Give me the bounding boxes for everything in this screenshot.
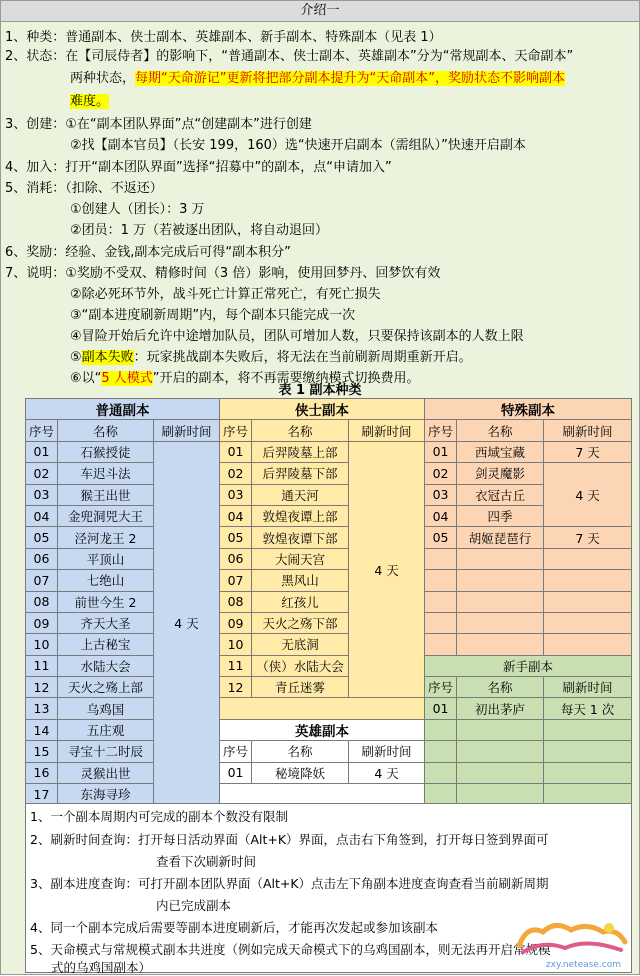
table-row	[26, 441, 632, 462]
table-row	[26, 591, 632, 612]
normal-name: 齐天大圣	[58, 612, 154, 633]
five-mode-highlight: 5 人模式	[101, 371, 153, 386]
normal-no: 08	[26, 591, 58, 612]
novice-refresh: 每天 1 次	[544, 698, 632, 719]
knight-name: 敦煌夜谭下部	[252, 527, 349, 548]
table-cell	[457, 612, 544, 633]
knight-name: 黑风山	[252, 570, 349, 591]
intro-notes: 7、说明：①奖励不受双、精修时间（3 倍）影响，使用回梦丹、回梦饮有效	[5, 266, 441, 281]
table-row	[26, 719, 632, 740]
normal-name: 金兜洞兕大王	[58, 505, 154, 526]
table-cell	[457, 719, 544, 740]
col-refresh: 刷新时间	[349, 420, 425, 441]
col-name: 名称	[252, 741, 349, 762]
normal-no: 06	[26, 548, 58, 569]
normal-name: 五庄观	[58, 719, 154, 740]
novice-no: 01	[425, 698, 457, 719]
normal-no: 03	[26, 484, 58, 505]
note-1: 1、一个副本周期内可完成的副本个数没有限制	[30, 809, 288, 824]
knight-name: 大闹天宫	[252, 548, 349, 569]
fail-highlight: 副本失败	[81, 350, 134, 365]
knight-name: 天火之殇下部	[252, 612, 349, 633]
knight-no: 08	[220, 591, 252, 612]
page-title: 介绍一	[1, 1, 639, 22]
hero-no: 01	[220, 762, 252, 783]
table-row	[26, 634, 632, 655]
table-cell	[457, 570, 544, 591]
note-5: 5、天命模式与常规模式副本共进度（例如完成天命模式下的乌鸡国副本，则无法再开启常规模	[30, 942, 551, 957]
intro-notes-5: ⑤副本失败：玩家挑战副本失败后，将无法在当前刷新周期重新开启。	[70, 350, 472, 365]
knight-no: 10	[220, 634, 252, 655]
intro-cost: 5、消耗：（扣除、不返还）	[5, 181, 163, 196]
normal-name: 天火之殇上部	[58, 677, 154, 698]
hero-name: 秘境降妖	[252, 762, 349, 783]
hero-empty	[220, 784, 425, 805]
header-knight: 侠士副本	[220, 399, 425, 420]
site-logo	[513, 918, 631, 960]
knight-name: 后羿陵墓下部	[252, 463, 349, 484]
table-cell	[425, 741, 457, 762]
special-no: 05	[425, 527, 457, 548]
table-cell	[544, 741, 632, 762]
knight-name: 通天河	[252, 484, 349, 505]
special-name: 胡姬琵琶行	[457, 527, 544, 548]
normal-no: 02	[26, 463, 58, 484]
intro-notes-6: ⑥以“5 人模式”开启的副本，将不再需要缴纳模式切换费用。	[70, 371, 420, 386]
knight-name: （侠）水陆大会	[252, 655, 349, 676]
col-name: 名称	[457, 677, 544, 698]
table-cell	[457, 548, 544, 569]
note-3: 3、副本进度查询：可打开副本团队界面（Alt+K）点击左下角副本进度查询查看当前刷新周期	[30, 876, 549, 891]
col-no: 序号	[220, 741, 252, 762]
table-cell	[457, 784, 544, 805]
normal-name: 前世今生 2	[58, 591, 154, 612]
table-cell	[457, 741, 544, 762]
knight-no: 05	[220, 527, 252, 548]
knight-no: 04	[220, 505, 252, 526]
normal-no: 09	[26, 612, 58, 633]
knight-no: 06	[220, 548, 252, 569]
special-refresh: 7 天	[544, 527, 632, 548]
table-row	[26, 548, 632, 569]
special-no: 02	[425, 463, 457, 484]
table-row	[26, 677, 632, 698]
normal-name: 车迟斗法	[58, 463, 154, 484]
normal-no: 12	[26, 677, 58, 698]
intro-kinds: 1、种类：普通副本、侠士副本、英雄副本、新手副本、特殊副本（见表 1）	[5, 30, 442, 45]
header-normal: 普通副本	[26, 399, 220, 420]
normal-no: 17	[26, 784, 58, 805]
knight-no: 03	[220, 484, 252, 505]
table-cell	[544, 548, 632, 569]
col-refresh: 刷新时间	[544, 677, 632, 698]
normal-name: 乌鸡国	[58, 698, 154, 719]
table-row	[26, 698, 632, 719]
note-3-cont: 内已完成副本	[156, 898, 232, 913]
normal-name: 上古秘宝	[58, 634, 154, 655]
table-cell	[425, 548, 457, 569]
col-refresh: 刷新时间	[544, 420, 632, 441]
hero-refresh: 4 天	[349, 762, 425, 783]
intro-create: 3、创建：①在“副本团队界面”点“创建副本”进行创建	[5, 117, 312, 132]
normal-name: 石猴授徒	[58, 441, 154, 462]
special-name: 衣冠古丘	[457, 484, 544, 505]
table-row	[26, 784, 632, 805]
table-cell	[544, 634, 632, 655]
intro-state-end: 难度。	[70, 94, 110, 109]
normal-no: 13	[26, 698, 58, 719]
col-name: 名称	[252, 420, 349, 441]
table-cell	[544, 612, 632, 633]
col-no: 序号	[26, 420, 58, 441]
table-cell	[425, 762, 457, 783]
normal-no: 16	[26, 762, 58, 783]
normal-name: 七绝山	[58, 570, 154, 591]
novice-name: 初出茅庐	[457, 698, 544, 719]
table-row	[26, 463, 632, 484]
knight-no: 11	[220, 655, 252, 676]
special-name: 剑灵魔影	[457, 463, 544, 484]
knight-no: 07	[220, 570, 252, 591]
table-cell	[544, 719, 632, 740]
col-no: 序号	[425, 677, 457, 698]
intro-notes-4: ④冒险开始后允许中途增加队员，团队可增加人数，只要保持该副本的人数上限	[70, 329, 524, 344]
table-row	[26, 399, 632, 420]
normal-name: 灵猴出世	[58, 762, 154, 783]
special-no: 04	[425, 505, 457, 526]
table-cell	[457, 591, 544, 612]
intro-reward: 6、奖励：经验、金钱,副本完成后可得“副本积分”	[5, 245, 291, 260]
intro-notes-2: ②除必死环节外，战斗死亡计算正常死亡，有死亡损失	[70, 287, 381, 302]
table-row	[26, 570, 632, 591]
note-4: 4、同一个副本完成后需要等副本进度刷新后，才能再次发起或参加该副本	[30, 920, 438, 935]
special-name: 四季	[457, 505, 544, 526]
dungeon-types-table	[25, 398, 632, 805]
col-no: 序号	[425, 420, 457, 441]
knight-no: 12	[220, 677, 252, 698]
header-special: 特殊副本	[425, 399, 632, 420]
intro-notes-3: ③“副本进度刷新周期”内，每个副本只能完成一次	[70, 308, 356, 323]
col-refresh: 刷新时间	[154, 420, 220, 441]
normal-no: 07	[26, 570, 58, 591]
knight-empty	[220, 698, 425, 719]
table-row	[26, 655, 632, 676]
knight-name: 无底洞	[252, 634, 349, 655]
intro-state: 2、状态：在【司辰侍者】的影响下，“普通副本、侠士副本、英雄副本”分为“常规副本、天命副本”	[5, 49, 574, 64]
normal-refresh: 4 天	[154, 441, 220, 805]
table-cell	[425, 570, 457, 591]
header-hero: 英雄副本	[220, 719, 425, 740]
normal-name: 平顶山	[58, 548, 154, 569]
knight-name: 后羿陵墓上部	[252, 441, 349, 462]
col-refresh: 刷新时间	[349, 741, 425, 762]
normal-no: 01	[26, 441, 58, 462]
table-cell	[544, 762, 632, 783]
normal-name: 水陆大会	[58, 655, 154, 676]
table-cell	[457, 634, 544, 655]
col-name: 名称	[58, 420, 154, 441]
knight-name: 敦煌夜谭上部	[252, 505, 349, 526]
watermark-text: zxy.netease.com	[545, 960, 621, 970]
special-refresh: 7 天	[544, 441, 632, 462]
special-no: 03	[425, 484, 457, 505]
special-name: 西域宝藏	[457, 441, 544, 462]
normal-no: 14	[26, 719, 58, 740]
normal-no: 05	[26, 527, 58, 548]
table-row	[26, 741, 632, 762]
header-novice: 新手副本	[425, 655, 632, 676]
normal-name: 东海寻珍	[58, 784, 154, 805]
table-row	[26, 420, 632, 441]
normal-name: 猴王出世	[58, 484, 154, 505]
normal-no: 10	[26, 634, 58, 655]
table-cell	[425, 634, 457, 655]
special-refresh: 4 天	[544, 463, 632, 527]
normal-name: 泾河龙王 2	[58, 527, 154, 548]
table-cell	[425, 719, 457, 740]
normal-no: 15	[26, 741, 58, 762]
intro-create-2: ②找【副本官员】（长安 199，160）选“快速开启副本（需组队）”快速开启副本	[70, 138, 526, 153]
note-2-cont: 查看下次刷新时间	[156, 854, 257, 869]
knight-refresh: 4 天	[349, 441, 425, 698]
normal-no: 11	[26, 655, 58, 676]
intro-join: 4、加入：打开“副本团队界面”选择“招募中”的副本，点“申请加入”	[5, 160, 392, 175]
col-name: 名称	[457, 420, 544, 441]
knight-no: 02	[220, 463, 252, 484]
table-title: 表 1 副本种类	[278, 383, 362, 398]
knight-name: 青丘迷雾	[252, 677, 349, 698]
table-cell	[544, 784, 632, 805]
table-cell	[544, 570, 632, 591]
intro-cost-member: ②团员：1 万（若被逐出团队，将自动退回）	[70, 223, 329, 238]
note-5-cont: 式的乌鸡国副本）	[51, 960, 152, 975]
knight-name: 红孩儿	[252, 591, 349, 612]
table-cell	[425, 784, 457, 805]
table-body	[26, 399, 632, 805]
table-cell	[457, 762, 544, 783]
normal-name: 寻宝十二时辰	[58, 741, 154, 762]
intro-state-cont: 两种状态，每期“天命游记”更新将把部分副本提升为“天命副本”，奖励状态不影响副本	[70, 71, 565, 86]
special-no: 01	[425, 441, 457, 462]
table-cell	[544, 591, 632, 612]
col-no: 序号	[220, 420, 252, 441]
table-row	[26, 612, 632, 633]
tianming-highlight: 每期“天命游记”更新将把部分副本提升为“天命副本”，奖励状态不影响副本	[135, 71, 565, 86]
knight-no: 09	[220, 612, 252, 633]
knight-no: 01	[220, 441, 252, 462]
table-row	[26, 484, 632, 505]
intro-cost-leader: ①创建人（团长）：3 万	[70, 202, 205, 217]
table-cell	[425, 591, 457, 612]
table-cell	[425, 612, 457, 633]
table-row	[26, 762, 632, 783]
normal-no: 04	[26, 505, 58, 526]
table-row	[26, 527, 632, 548]
intro-section	[1, 22, 639, 386]
table-row	[26, 505, 632, 526]
note-2: 2、刷新时间查询：打开每日活动界面（Alt+K）界面，点击右下角签到，打开每日签到界面可	[30, 832, 549, 847]
